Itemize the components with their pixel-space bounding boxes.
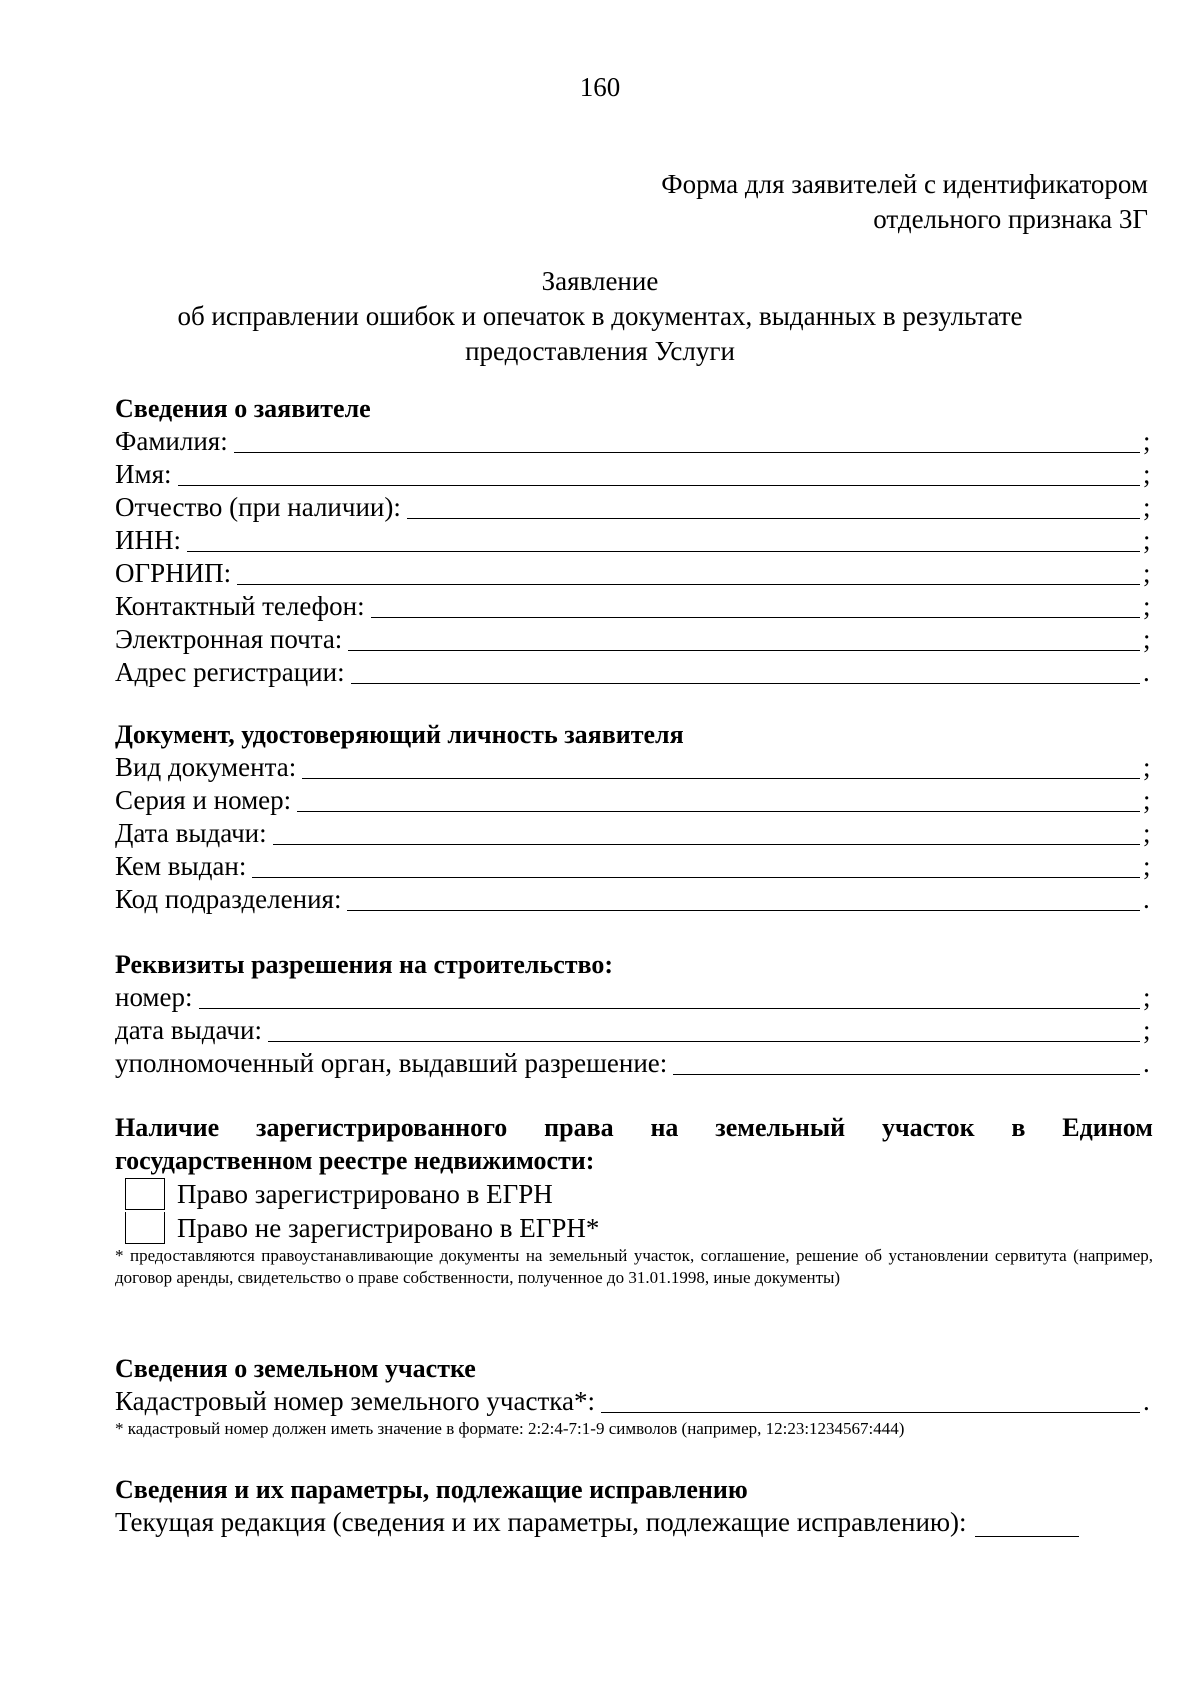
document-title xyxy=(0,264,1200,369)
option-registered[interactable] xyxy=(115,1177,1153,1211)
field-label: Отчество (при наличии): xyxy=(115,492,401,522)
section-correction xyxy=(115,1474,1153,1539)
field-issued-by[interactable]: Кем выдан: ; xyxy=(115,851,1151,881)
checkbox[interactable] xyxy=(125,1178,165,1210)
input-line[interactable] xyxy=(273,820,1140,845)
field-label: ОГРНИП: xyxy=(115,558,232,588)
field-label: Вид документа: xyxy=(115,752,297,782)
section-land-right xyxy=(115,1111,1153,1289)
field-label: Текущая редакция (сведения и их параметры, подлежащие исправлению): xyxy=(115,1507,967,1537)
field-permit-authority[interactable]: уполномоченный орган, выдавший разрешение: . xyxy=(115,1048,1150,1078)
input-line[interactable] xyxy=(187,527,1140,552)
field-current-version[interactable] xyxy=(115,1506,1153,1539)
input-line[interactable] xyxy=(673,1050,1140,1075)
input-line[interactable] xyxy=(351,659,1140,684)
heading-word: Едином xyxy=(1062,1113,1153,1142)
field-label: Кадастровый номер земельного участка*: xyxy=(115,1386,595,1416)
field-label: Дата выдачи: xyxy=(115,818,267,848)
heading-word: земельный xyxy=(715,1113,846,1142)
field-phone[interactable]: Контактный телефон: ; xyxy=(115,591,1151,621)
input-line[interactable] xyxy=(199,984,1140,1009)
field-label: ИНН: xyxy=(115,525,181,555)
field-patronymic[interactable]: Отчество (при наличии): ; xyxy=(115,492,1151,522)
form-note-line: Форма для заявителей с идентификатором xyxy=(661,169,1148,199)
field-cadastral-number[interactable]: Кадастровый номер земельного участка*: . xyxy=(115,1386,1150,1416)
field-series-number[interactable]: Серия и номер: ; xyxy=(115,785,1151,815)
input-line[interactable] xyxy=(407,494,1140,519)
checkbox[interactable] xyxy=(125,1212,165,1244)
field-label: уполномоченный орган, выдавший разрешение: xyxy=(115,1048,668,1078)
field-label: Кем выдан: xyxy=(115,851,247,881)
section-heading: Сведения о земельном участке xyxy=(115,1354,476,1383)
option-label: Право зарегистрировано в ЕГРН xyxy=(177,1178,553,1209)
title-line: об исправлении ошибок и опечаток в документах, выданных в результате xyxy=(177,301,1023,331)
section-heading: Реквизиты разрешения на строительство: xyxy=(115,950,614,979)
heading-word: Наличие xyxy=(115,1113,220,1142)
section-heading: Документ, удостоверяющий личность заявителя xyxy=(115,720,684,749)
section-permit xyxy=(115,949,1153,1080)
field-label: Контактный телефон: xyxy=(115,591,365,621)
field-surname[interactable]: Фамилия: ; xyxy=(115,426,1151,456)
title-line: Заявление xyxy=(541,266,659,296)
footnote: * предоставляются правоустанавливающие документы на земельный участок, соглашение, решение об установлении сервитута (например, договор аренды, свидетельство о праве собственности, полученное до 31.01.1998, иные документы) xyxy=(115,1246,1153,1287)
field-inn[interactable]: ИНН: ; xyxy=(115,525,1151,555)
field-label: номер: xyxy=(115,982,193,1012)
field-label: Код подразделения: xyxy=(115,884,342,914)
field-permit-date[interactable]: дата выдачи: ; xyxy=(115,1015,1151,1045)
footnote: * кадастровый номер должен иметь значение в формате: 2:2:4-7:1-9 символов (например, 12:23:1234567:444) xyxy=(115,1419,905,1438)
form-note xyxy=(661,167,1148,237)
section-heading xyxy=(115,1111,1153,1144)
input-line[interactable] xyxy=(237,560,1140,585)
field-label: Фамилия: xyxy=(115,426,228,456)
heading-word: зарегистрированного xyxy=(256,1113,508,1142)
section-heading: Сведения и их параметры, подлежащие исправлению xyxy=(115,1475,748,1504)
page-number: 160 xyxy=(579,72,621,102)
section-identity-document xyxy=(115,719,1153,916)
field-division-code[interactable]: Код подразделения: . xyxy=(115,884,1150,914)
input-line[interactable] xyxy=(371,593,1140,618)
field-label: дата выдачи: xyxy=(115,1015,262,1045)
input-line[interactable] xyxy=(297,787,1140,812)
section-applicant xyxy=(115,393,1153,689)
section-heading-line2: государственном реестре недвижимости: xyxy=(115,1146,595,1175)
field-label: Электронная почта: xyxy=(115,624,343,654)
field-address[interactable]: Адрес регистрации: . xyxy=(115,657,1150,687)
input-line[interactable] xyxy=(268,1017,1140,1042)
input-line[interactable] xyxy=(601,1388,1140,1413)
field-ogrnip[interactable]: ОГРНИП: ; xyxy=(115,558,1151,588)
field-permit-number[interactable]: номер: ; xyxy=(115,982,1151,1012)
heading-word: в xyxy=(1011,1113,1026,1142)
option-label: Право не зарегистрировано в ЕГРН* xyxy=(177,1212,600,1243)
input-line[interactable] xyxy=(348,626,1140,651)
input-line[interactable] xyxy=(302,754,1140,779)
heading-word: права xyxy=(544,1113,614,1142)
field-label: Серия и номер: xyxy=(115,785,292,815)
section-land-plot xyxy=(115,1353,1153,1440)
input-line[interactable] xyxy=(234,428,1140,453)
input-line[interactable] xyxy=(178,461,1140,486)
heading-word: участок xyxy=(881,1113,975,1142)
field-issue-date[interactable]: Дата выдачи: ; xyxy=(115,818,1151,848)
heading-word: на xyxy=(650,1113,679,1142)
field-label: Адрес регистрации: xyxy=(115,657,345,687)
title-line: предоставления Услуги xyxy=(465,336,735,366)
section-heading: Сведения о заявителе xyxy=(115,394,371,423)
input-line[interactable] xyxy=(252,853,1140,878)
form-note-line: отдельного признака 3Г xyxy=(873,204,1148,234)
input-line[interactable] xyxy=(975,1512,1079,1537)
option-not-registered[interactable] xyxy=(115,1211,1153,1245)
field-label: Имя: xyxy=(115,459,172,489)
field-doc-type[interactable]: Вид документа: ; xyxy=(115,752,1151,782)
field-name[interactable]: Имя: ; xyxy=(115,459,1151,489)
input-line[interactable] xyxy=(347,886,1140,911)
field-email[interactable]: Электронная почта: ; xyxy=(115,624,1151,654)
